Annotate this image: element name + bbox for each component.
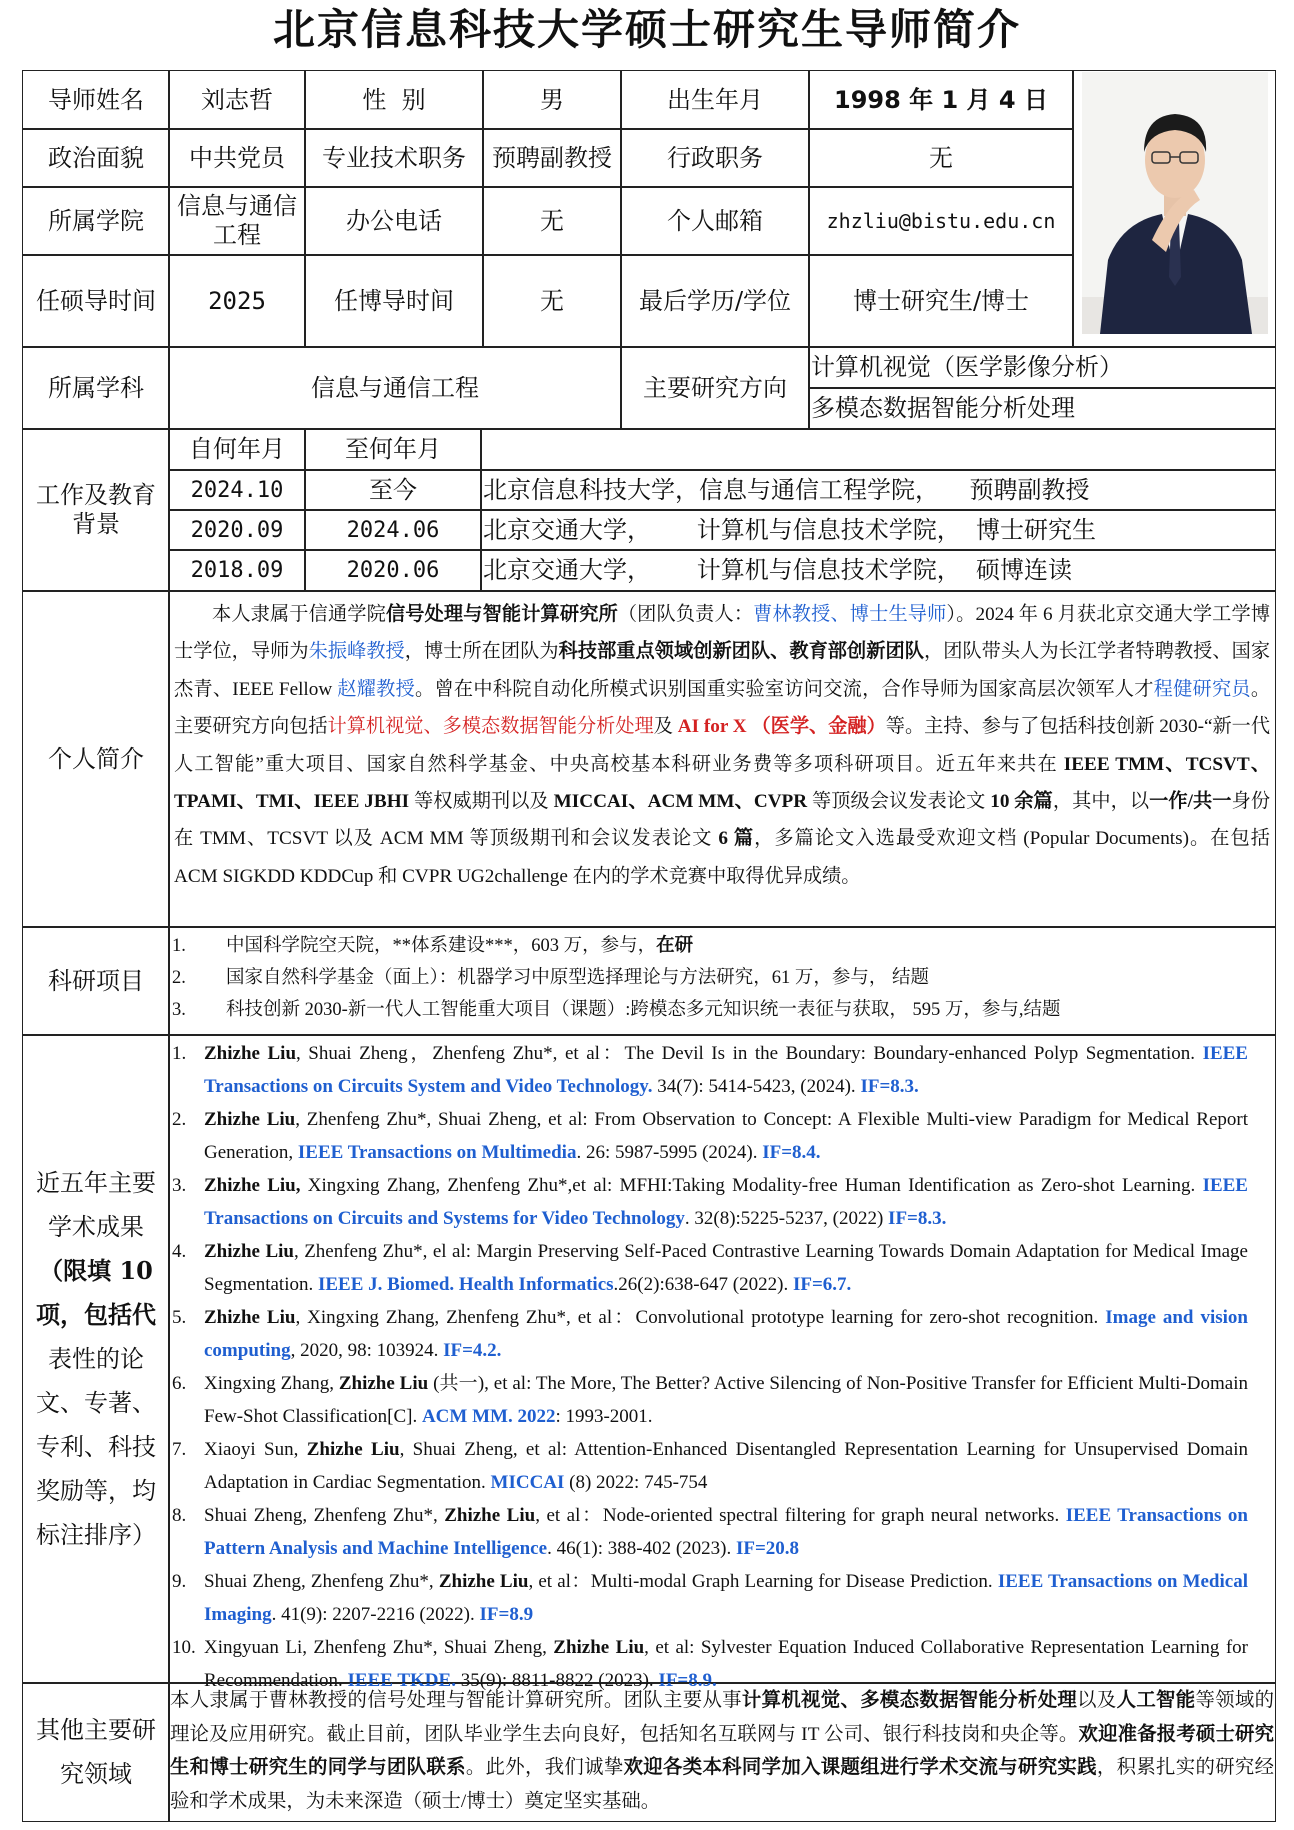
admin-value: 无 bbox=[808, 128, 1074, 188]
research-direction-1: 计算机视觉（医学影像分析） bbox=[808, 346, 1276, 389]
publication-item: 1. Zhizhe Liu, Shuai Zheng，Zhenfeng Zhu*, et al：The Devil Is in the Boundary: Boundary-enhanced Polyp Segmentation. IEEE Transactions on Circuits System and Video Technology. 34(7): 5414-5423, (2024). IF=8.3. bbox=[172, 1043, 1248, 1097]
publication-item: 7. Xiaoyi Sun, Zhizhe Liu, Shuai Zheng, et al: Attention-Enhanced Disentangled Representation Learning for Unsupervised Domain Adaptation in Cardiac Segmentation. MICCAI (8) 2022: 745-754 bbox=[172, 1439, 1248, 1493]
publication-item: 10. Xingyuan Li, Zhenfeng Zhu*, Shuai Zheng, Zhizhe Liu, et al: Sylvester Equation Induced Collaborative Representation Learning for Recommendation. IEEE TKDE. 35(9): 8811-8822 (2023). IF=8.9. bbox=[172, 1637, 1248, 1691]
discipline-value: 信息与通信工程 bbox=[168, 346, 622, 430]
gender-label: 性 别 bbox=[304, 70, 484, 130]
phone-value: 无 bbox=[482, 186, 622, 256]
publication-item: 6. Xingxing Zhang, Zhizhe Liu (共一), et al: The More, The Better? Active Silencing of Non-Positive Transfer for Efficient Multi-Domain Few-Shot Classification[C]. ACM MM. 2022: 1993-2001. bbox=[172, 1373, 1248, 1427]
publication-item: 4. Zhizhe Liu, Zhenfeng Zhu*, el al: Margin Preserving Self-Paced Contrastive Learning Towards Domain Adaptation for Medical Image Segmentation. IEEE J. Biomed. Health Informatics.26(2):638-647 (2022). IF=6.7. bbox=[172, 1241, 1248, 1295]
background-col-to: 至何年月 bbox=[304, 428, 482, 471]
background-row-to: 2020.06 bbox=[304, 549, 482, 592]
college-value: 信息与通信工程 bbox=[168, 186, 306, 256]
background-row-to: 2024.06 bbox=[304, 509, 482, 551]
degree-label: 最后学历/学位 bbox=[620, 254, 810, 348]
background-col-desc bbox=[480, 428, 1276, 471]
background-label bbox=[22, 428, 170, 592]
phd-time-value: 无 bbox=[482, 254, 622, 348]
publication-item: 5. Zhizhe Liu, Xingxing Zhang, Zhenfeng Zhu*, et al：Convolutional prototype learning for zero-shot recognition. Image and vision computing, 2020, 98: 103924. IF=4.2. bbox=[172, 1307, 1248, 1361]
profile-text: 本人隶属于信通学院信号处理与智能计算研究所（团队负责人：曹林教授、博士生导师）。2024 年 6 月获北京交通大学工学博士学位，导师为朱振峰教授，博士所在团队为科技部重点领域创新团队、教育部创新团队，团队带头人为长江学者特聘教授、国家杰青、IEEE Fellow 赵耀教授。曾在中科院自动化所模式识别国重实验室访问交流，合作导师为国家高层次领军人才程健研究员。主要研究方向包括计算机视觉、多模态数据智能分析处理及 AI for X （医学、金融）等。主持、参与了包括科技创新 2030-“新一代人工智能”重大项目、国家自然科学基金、中央高校基本科研业务费等多项科研项目。近五年来共在 IEEE TMM、TCSVT、TPAMI、TMI、IEEE JBHI 等权威期刊以及 MICCAI、ACM MM、CVPR 等顶级会议发表论文 10 余篇，其中，以一作/共一身份在 TMM、TCSVT 以及 ACM MM 等顶级期刊和会议发表论文 6 篇，多篇论文入选最受欢迎文档 (Popular Documents)。在包括 ACM SIGKDD KDDCup 和 CVPR UG2challenge 在内的学术竞赛中取得优异成绩。 bbox=[174, 604, 1271, 887]
background-label-line-1: 工作及教育 bbox=[36, 481, 156, 509]
other-label-line-1: 其他主要研 bbox=[36, 1716, 156, 1744]
project-item: 2. 国家自然科学基金（面上）：机器学习中原型选择理论与方法研究，61 万，参与， 结题 bbox=[172, 968, 930, 988]
venue-link[interactable]: MICCAI bbox=[490, 1472, 565, 1493]
email-value[interactable]: zhzliu@bistu.edu.cn bbox=[808, 186, 1074, 256]
birth-label: 出生年月 bbox=[620, 70, 810, 130]
name-label: 导师姓名 bbox=[22, 70, 170, 130]
venue-link[interactable]: ACM MM. 2022 bbox=[421, 1406, 556, 1427]
background-row-desc: 北京交通大学， 计算机与信息技术学院， 博士研究生 bbox=[480, 509, 1276, 551]
email-label: 个人邮箱 bbox=[620, 186, 810, 256]
background-col-from: 自何年月 bbox=[168, 428, 306, 471]
venue-link[interactable]: Image and vision computing bbox=[204, 1307, 1248, 1361]
name-value: 刘志哲 bbox=[168, 70, 306, 130]
prof-title-value: 预聘副教授 bbox=[482, 128, 622, 188]
politics-value: 中共党员 bbox=[168, 128, 306, 188]
research-label: 主要研究方向 bbox=[620, 346, 810, 430]
profile-label: 个人简介 bbox=[22, 590, 170, 928]
projects-label: 科研项目 bbox=[22, 926, 170, 1036]
venue-link[interactable]: IEEE J. Biomed. Health Informatics bbox=[317, 1274, 614, 1295]
phd-time-label: 任博导时间 bbox=[304, 254, 484, 348]
achievements-label: 近五年主要 学术成果 （限填 10 项，包括代 表性的论 文、专著、 专利、科技 奖励等，均 标注排序） bbox=[22, 1034, 170, 1684]
background-row-from: 2020.09 bbox=[168, 509, 306, 551]
venue-link[interactable]: IEEE Transactions on Medical Imaging bbox=[204, 1571, 1248, 1625]
other-label-line-2: 究领域 bbox=[60, 1760, 132, 1788]
publication-item: 8. Shuai Zheng, Zhenfeng Zhu*, Zhizhe Liu, et al：Node-oriented spectral filtering for graph neural networks. IEEE Transactions on Pattern Analysis and Machine Intelligence. 46(1): 388-402 (2023). IF=20.8 bbox=[172, 1505, 1248, 1559]
projects-list bbox=[172, 930, 1272, 1026]
venue-link[interactable]: IEEE Transactions on Circuits System and Video Technology. bbox=[204, 1043, 1248, 1097]
admin-label: 行政职务 bbox=[620, 128, 810, 188]
venue-link[interactable]: IEEE Transactions on Circuits and Systems for Video Technology bbox=[204, 1175, 1248, 1229]
background-row-from: 2018.09 bbox=[168, 549, 306, 592]
research-direction-2: 多模态数据智能分析处理 bbox=[808, 387, 1276, 430]
other-label bbox=[22, 1682, 170, 1822]
venue-link[interactable]: IEEE Transactions on Pattern Analysis and Machine Intelligence bbox=[204, 1505, 1248, 1559]
ms-time-value: 2025 bbox=[168, 254, 306, 348]
other-text: 本人隶属于曹林教授的信号处理与智能计算研究所。团队主要从事计算机视觉、多模态数据智能分析处理以及人工智能等领域的理论及应用研究。截止目前，团队毕业学生去向良好，包括知名互联网与 IT 公司、银行科技岗和央企等。欢迎准备报考硕士研究生和博士研究生的同学与团队联系。此外，我们诚挚欢迎各类本科同学加入课题组进行学术交流与研究实践，积累扎实的研究经验和学术成果，为未来深造（硕士/博士）奠定坚实基础。 bbox=[170, 1690, 1275, 1812]
prof-title-label: 专业技术职务 bbox=[304, 128, 484, 188]
project-item: 1. 中国科学院空天院，**体系建设***，603 万，参与，在研 bbox=[172, 936, 694, 956]
birth-value: 1998 年 1 月 4 日 bbox=[808, 70, 1074, 130]
discipline-label: 所属学科 bbox=[22, 346, 170, 430]
background-row-desc: 北京交通大学， 计算机与信息技术学院， 硕博连读 bbox=[480, 549, 1276, 592]
portrait-photo-icon bbox=[1082, 72, 1268, 334]
background-label-line-2: 背景 bbox=[72, 510, 120, 538]
gender-value: 男 bbox=[482, 70, 622, 130]
background-row-from: 2024.10 bbox=[168, 469, 306, 511]
background-row-to: 至今 bbox=[304, 469, 482, 511]
project-item: 3. 科技创新 2030-新一代人工智能重大项目（课题）:跨模态多元知识统一表征与获取， 595 万，参与,结题 bbox=[172, 1000, 1061, 1020]
venue-link[interactable]: IEEE Transactions on Multimedia bbox=[297, 1142, 577, 1163]
background-row-desc: 北京信息科技大学，信息与通信工程学院， 预聘副教授 bbox=[480, 469, 1276, 511]
college-label: 所属学院 bbox=[22, 186, 170, 256]
phone-label: 办公电话 bbox=[304, 186, 484, 256]
publication-item: 3. Zhizhe Liu, Xingxing Zhang, Zhenfeng Zhu*,et al: MFHI:Taking Modality-free Human Identification as Zero-shot Learning. IEEE Transactions on Circuits and Systems for Video Technology. 32(8):5225-5237, (2022) IF=8.3. bbox=[172, 1175, 1248, 1229]
politics-label: 政治面貌 bbox=[22, 128, 170, 188]
ms-time-label: 任硕导时间 bbox=[22, 254, 170, 348]
page-title: 北京信息科技大学硕士研究生导师简介 bbox=[272, 5, 1021, 54]
publication-item: 9. Shuai Zheng, Zhenfeng Zhu*, Zhizhe Liu, et al：Multi-modal Graph Learning for Disease Prediction. IEEE Transactions on Medical Imaging. 41(9): 2207-2216 (2022). IF=8.9 bbox=[172, 1571, 1248, 1625]
publication-item: 2. Zhizhe Liu, Zhenfeng Zhu*, Shuai Zheng, et al: From Observation to Concept: A Flexible Multi-view Paradigm for Medical Report Generation, IEEE Transactions on Multimedia. 26: 5987-5995 (2024). IF=8.4. bbox=[172, 1109, 1248, 1163]
degree-value: 博士研究生/博士 bbox=[808, 254, 1074, 348]
venue-link[interactable]: IEEE TKDE. bbox=[347, 1670, 456, 1691]
publication-list bbox=[172, 1037, 1248, 1697]
